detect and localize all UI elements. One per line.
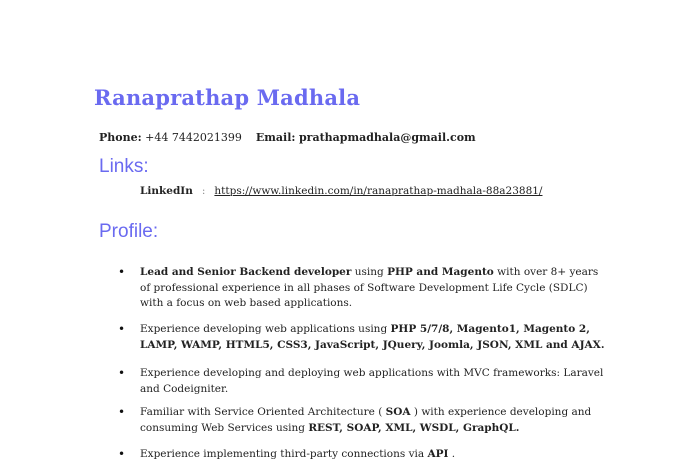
phone-number: +44 7442021399 xyxy=(145,131,242,144)
bullet-text-segment: Lead and Senior Backend developer xyxy=(140,266,352,278)
linkedin-link[interactable]: https://www.linkedin.com/in/ranaprathap-madhala-88a23881/ xyxy=(214,185,543,197)
linkedin-label: LinkedIn xyxy=(140,185,193,197)
contact-line xyxy=(99,131,476,144)
profile-heading-text: Profile xyxy=(99,221,153,242)
email-address: prathapmadhala@gmail.com xyxy=(298,131,476,144)
bullet-text-segment: REST, SOAP, XML, WSDL, GraphQL. xyxy=(308,421,520,434)
profile-bullet-3 xyxy=(140,366,610,397)
candidate-name: Ranaprathap Madhala xyxy=(94,85,361,110)
profile-bullet-2 xyxy=(140,322,610,353)
profile-heading xyxy=(99,221,158,243)
profile-heading-colon: : xyxy=(152,221,159,242)
profile-bullet-4 xyxy=(140,405,610,436)
profile-bullet-1 xyxy=(140,265,610,312)
linkedin-row xyxy=(140,185,542,197)
linkedin-separator: : xyxy=(201,185,206,197)
bullet-text-segment: PHP and Magento xyxy=(387,266,494,278)
bullet-text-segment: using xyxy=(351,266,388,278)
bullet-text-segment: Experience developing and deploying web applications with MVC frameworks: Laravel and Codeigniter. xyxy=(140,367,604,395)
phone-label: Phone: xyxy=(99,131,142,144)
bullet-text-segment: Experience developing web applications using xyxy=(140,323,391,335)
bullet-text-segment: ) with experience developing and consuming Web Services using xyxy=(140,406,592,434)
links-heading-colon: : xyxy=(143,156,149,177)
email-label: Email: xyxy=(255,131,296,144)
links-heading-text: Links xyxy=(99,156,144,177)
bullet-text-segment: API xyxy=(427,448,449,460)
bullet-text-segment: with over 8+ years of professional experience in all phases of Software Development Life Cycle (SDLC) with a focus on web based applications. xyxy=(140,266,599,309)
bullet-text-segment: SOA xyxy=(385,406,411,418)
bullet-text-segment: . xyxy=(448,448,456,460)
bullet-text-segment: PHP 5/7/8, Magento1, Magento 2, LAMP, WAMP, HTML5, CSS3, JavaScript, JQuery, Joomla, JSON, XML and AJAX. xyxy=(140,323,605,351)
profile-bullet-5 xyxy=(140,447,610,463)
links-heading xyxy=(99,156,149,178)
bullet-text-segment: Experience implementing third-party connections via xyxy=(140,448,428,460)
bullet-text-segment: Familiar with Service Oriented Architecture ( xyxy=(140,406,386,418)
